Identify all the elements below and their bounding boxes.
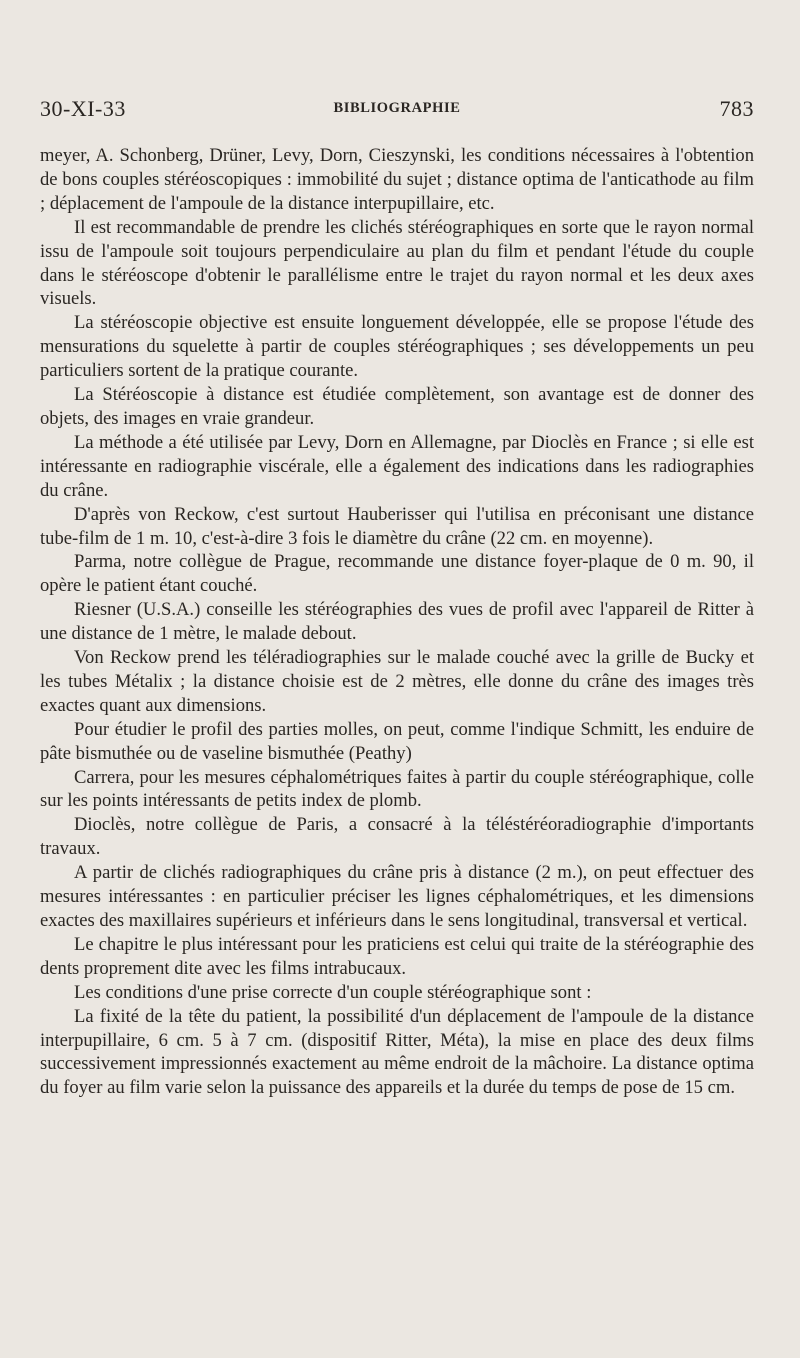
page [40,96,754,1100]
paragraph: D'après von Reckow, c'est surtout Hauberisser qui l'utilisa en préconisant une distance tube-film de 1 m. 10, c'est-à-dire 3 fois le diamètre du crâne (22 cm. en moyenne). [40,503,754,549]
paragraph: Carrera, pour les mesures céphalométriques faites à partir du couple stéréographique, colle sur les points intéressants de petits index de plomb. [40,766,754,812]
paragraph: La fixité de la tête du patient, la possibilité d'un déplacement de l'ampoule de la distance interpupillaire, 6 cm. 5 à 7 cm. (dispositif Ritter, Méta), la mise en place des deux films successivement impressionnés exactement au même endroit de la mâchoire. La distance optima du foyer au film varie selon la puissance des appareils et la durée du temps de pose de 15 cm. [40,1005,754,1099]
paragraph: Riesner (U.S.A.) conseille les stéréographies des vues de profil avec l'appareil de Ritter à une distance de 1 mètre, le malade debout. [40,599,754,645]
paragraph: Von Reckow prend les téléradiographies sur le malade couché avec la grille de Bucky et les tubes Métalix ; la distance choisie est de 2 mètres, elle donne du crâne des images très exactes quant aux dimensions. [40,647,754,716]
paragraph: La Stéréoscopie à distance est étudiée complètement, son avantage est de donner des objets, des images en vraie grandeur. [40,384,754,429]
body-text [40,144,754,1100]
section-title: BIBLIOGRAPHIE [333,100,461,116]
paragraph: Dioclès, notre collègue de Paris, a consacré à la téléstéréoradiographie d'importants travaux. [40,814,754,860]
paragraph: Les conditions d'une prise correcte d'un couple stéréographique sont : [74,981,592,1003]
paragraph: Pour étudier le profil des parties molles, on peut, comme l'indique Schmitt, les enduire de pâte bismuthée ou de vaseline bismuthée (Peathy) [40,718,754,764]
issue-date: 30-XI-33 [40,96,126,121]
paragraph: Parma, notre collègue de Prague, recommande une distance foyer-plaque de 0 m. 90, il opère le patient étant couché. [40,551,754,597]
running-head [40,96,754,130]
page-number: 783 [719,96,754,121]
paragraph: A partir de clichés radiographiques du crâne pris à distance (2 m.), on peut effectuer des mesures intéressantes : en particulier préciser les lignes céphalométriques, et les dimensions exactes des maxillaires supérieurs et inférieurs dans le sens longitudinal, transversal et vertical. [40,862,754,931]
paragraph: Le chapitre le plus intéressant pour les praticiens est celui qui traite de la stéréographie des dents proprement dite avec les films intrabucaux. [40,933,754,979]
paragraph: Il est recommandable de prendre les clichés stéréographiques en sorte que le rayon normal issu de l'ampoule soit toujours perpendiculaire au plan du film et pendant l'étude du couple dans le stéréoscope d'obtenir le parallélisme entre le trajet du rayon normal et les deux axes visuels. [40,216,754,310]
paragraph: La stéréoscopie objective est ensuite longuement développée, elle se propose l'étude des mensurations du squelette à partir de couples stéréographiques ; ses développements un peu particuliers sortent de la pratique courante. [40,312,754,382]
paragraph: La méthode a été utilisée par Levy, Dorn en Allemagne, par Dioclès en France ; si elle est intéressante en radiographie viscérale, elle a également des indications dans les radiographies du crâne. [40,431,754,501]
paragraph: meyer, A. Schonberg, Drüner, Levy, Dorn, Cieszynski, les conditions nécessaires à l'obtention de bons couples stéréoscopiques : immobilité du sujet ; distance optima de l'anticathode au film ; déplacement de l'ampoule de la distance interpupillaire, etc. [40,145,754,214]
